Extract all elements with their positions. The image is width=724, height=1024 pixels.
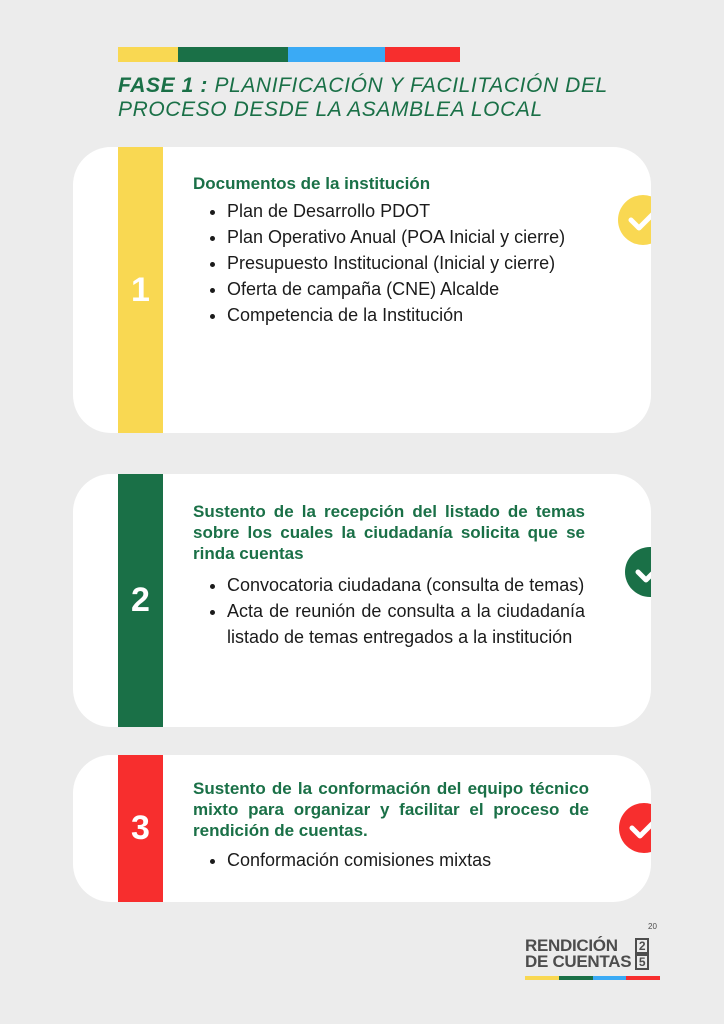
card-3 <box>73 755 651 902</box>
top-color-stripe <box>118 47 460 62</box>
check-circle-icon <box>618 195 651 245</box>
logo-stripe-red <box>626 976 660 980</box>
logo-stripe-green <box>559 976 593 980</box>
list-item: • Competencia de la Institución <box>227 302 585 328</box>
card-2 <box>73 474 651 727</box>
card-3-heading: Sustento de la conformación del equipo técnico mixto para organizar y facilitar el proceso de rendición de cuentas. <box>193 779 589 840</box>
card-3-number: 3 <box>131 809 150 847</box>
list-item: • Acta de reunión de consulta a la ciudadanía listado de temas entregados a la institución <box>227 598 585 650</box>
card-3-list <box>193 847 589 873</box>
stripe-blue <box>288 47 385 62</box>
list-item: • Plan Operativo Anual (POA Inicial y cierre) <box>227 224 585 250</box>
logo-line-1: RENDICIÓN <box>525 936 618 955</box>
card-2-number: 2 <box>131 581 150 619</box>
card-1-list <box>193 198 585 328</box>
title-phase: FASE 1 : <box>118 74 208 97</box>
logo-color-stripe <box>525 976 660 980</box>
logo-year-top: 2 <box>635 938 649 954</box>
stripe-green <box>178 47 288 62</box>
logo-year-small: 20 <box>648 922 657 931</box>
logo-stripe-blue <box>593 976 627 980</box>
card-2-number-bar <box>118 474 163 727</box>
card-1 <box>73 147 651 433</box>
card-1-content <box>193 173 585 328</box>
card-3-number-bar <box>118 755 163 902</box>
card-1-heading: Documentos de la institución <box>193 174 431 193</box>
check-circle-icon <box>619 803 651 853</box>
page-title <box>118 74 658 122</box>
list-item: • Presupuesto Institucional (Inicial y cierre) <box>227 250 585 276</box>
logo-row <box>525 938 660 970</box>
logo-text <box>525 938 631 970</box>
rendicion-cuentas-logo <box>525 922 660 980</box>
logo-line-2: DE CUENTAS <box>525 952 632 971</box>
list-item: • Convocatoria ciudadana (consulta de temas) <box>227 572 585 598</box>
logo-year-bottom: 5 <box>635 954 649 970</box>
check-circle-icon <box>625 547 651 597</box>
logo-stripe-yellow <box>525 976 559 980</box>
stripe-red <box>385 47 460 62</box>
title-text: PLANIFICACIÓN Y FACILITACIÓN DEL PROCESO DESDE LA ASAMBLEA LOCAL <box>118 74 608 121</box>
card-2-content <box>193 501 585 650</box>
card-2-heading: Sustento de la recepción del listado de temas sobre los cuales la ciudadanía solicita que se rinda cuentas <box>193 502 585 563</box>
logo-year <box>635 938 649 970</box>
card-1-number: 1 <box>131 270 150 309</box>
card-2-list <box>193 572 585 650</box>
card-1-number-bar <box>118 147 163 433</box>
list-item: • Plan de Desarrollo PDOT <box>227 198 585 224</box>
card-3-content <box>193 778 589 873</box>
list-item: • Conformación comisiones mixtas <box>227 847 589 873</box>
stripe-yellow <box>118 47 178 62</box>
list-item: • Oferta de campaña (CNE) Alcalde <box>227 276 585 302</box>
